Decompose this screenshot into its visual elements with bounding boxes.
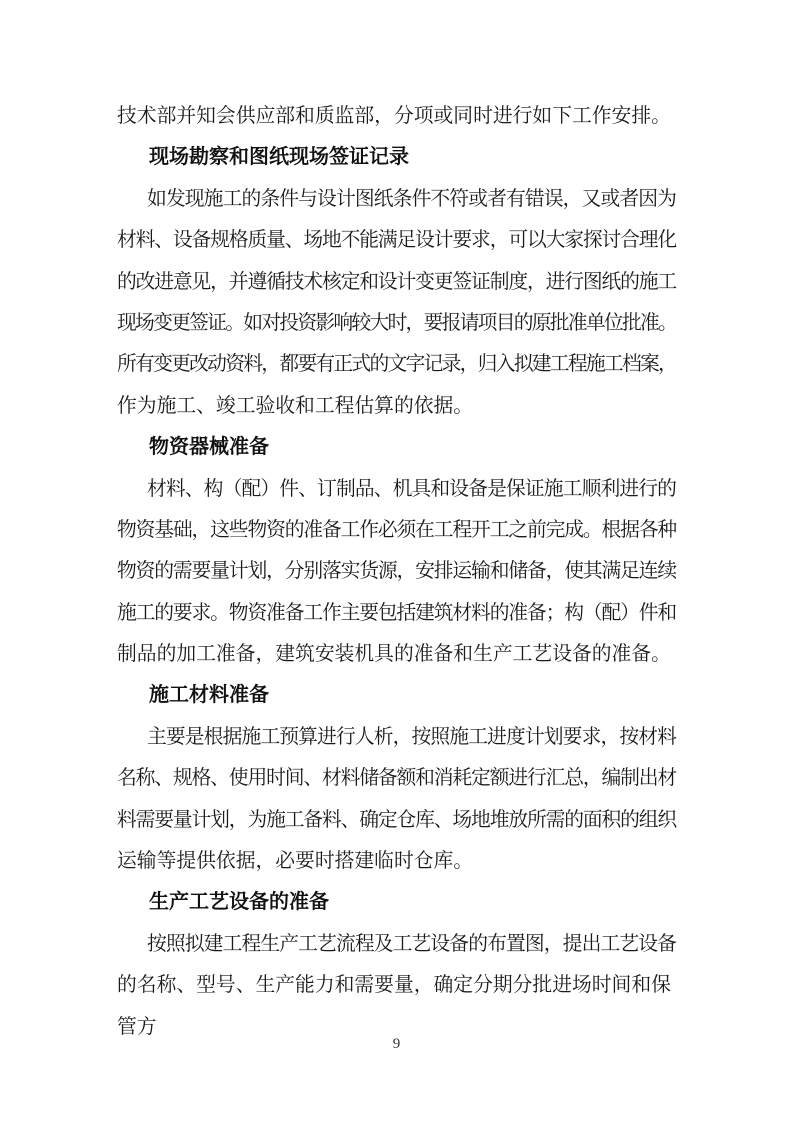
text-line: 技术部并知会供应部和质监部，分项或同时进行如下工作安排。 — [117, 105, 671, 127]
section-heading: 生产工艺设备的准备 — [149, 891, 329, 914]
text-line: 料需要量计划，为施工备料、确定仓库、场地堆放所需的面积的组织 — [117, 808, 676, 831]
text-line: 现场变更签证。如对投资影响较大时，要报请项目的原批准单位批准。 — [117, 311, 676, 334]
text-line: 的改进意见，并遵循技术核定和设计变更签证制度，进行图纸的施工 — [117, 270, 676, 293]
text-line: 名称、规格、使用时间、材料储备额和消耗定额进行汇总，编制出材 — [117, 767, 676, 790]
text-line: 运输等提供依据，必要时搭建临时仓库。 — [117, 850, 474, 873]
text-line: 制品的加工准备，建筑安装机具的准备和生产工艺设备的准备。 — [117, 643, 671, 666]
text-line: 如发现施工的条件与设计图纸条件不符或者有错误，又或者因为 — [147, 187, 676, 210]
text-line: 材料、构（配）件、订制品、机具和设备是保证施工顺利进行的 — [147, 477, 676, 500]
text-line: 的名称、型号、生产能力和需要量，确定分期分批进场时间和保管方 — [117, 974, 671, 1038]
section-heading: 现场勘察和图纸现场签证记录 — [149, 146, 409, 169]
page-footer — [0, 1034, 793, 1054]
text-line: 所有变更改动资料，都要有正式的文字记录，归入拟建工程施工档案， — [117, 353, 676, 376]
document-content — [117, 96, 676, 1038]
text-line: 作为施工、竣工验收和工程估算的依据。 — [117, 394, 474, 417]
section-heading: 施工材料准备 — [149, 684, 269, 707]
text-line: 物资的需要量计划，分别落实货源，安排运输和储备，使其满足连续 — [117, 560, 676, 583]
text-line: 物资基础，这些物资的准备工作必须在工程开工之前完成。根据各种 — [117, 518, 676, 541]
section-heading: 物资器械准备 — [149, 436, 269, 459]
text-line: 主要是根据施工预算进行人析，按照施工进度计划要求，按材料 — [147, 725, 676, 748]
text-line: 施工的要求。物资准备工作主要包括建筑材料的准备；构（配）件和 — [117, 601, 676, 624]
text-line: 按照拟建工程生产工艺流程及工艺设备的布置图，提出工艺设备 — [147, 932, 676, 955]
text-line: 材料、设备规格质量、场地不能满足设计要求，可以大家探讨合理化 — [117, 229, 676, 252]
page-number: 9 — [392, 1036, 401, 1052]
